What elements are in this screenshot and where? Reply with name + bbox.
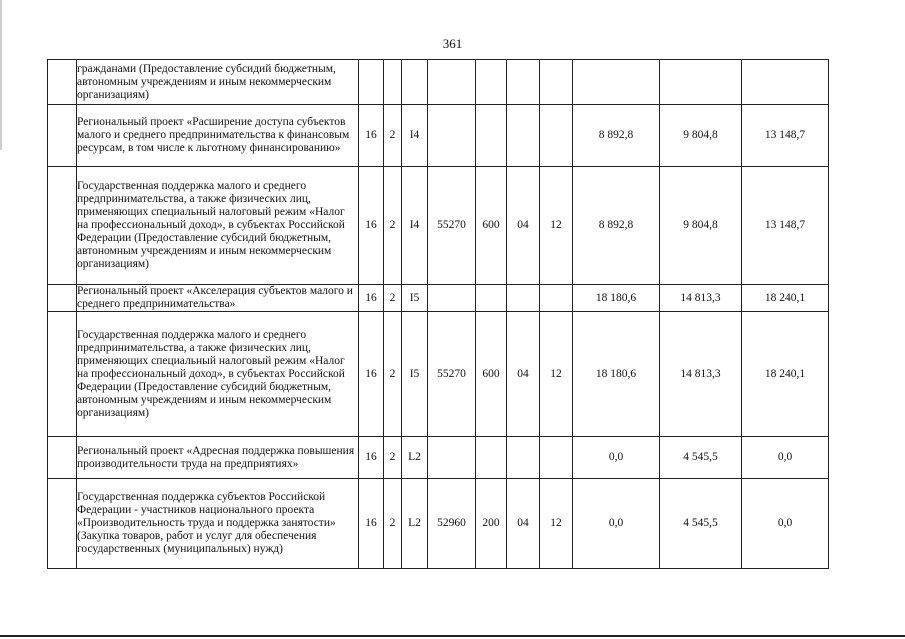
row-cell-v1: 0,0 (573, 479, 660, 569)
row-cell-c1: 16 (359, 285, 384, 312)
row-cell-v1 (573, 60, 660, 105)
row-cell-c2 (384, 60, 402, 105)
row-index-cell (48, 60, 77, 105)
table-row (48, 105, 829, 167)
row-cell-c3: I5 (402, 285, 428, 312)
row-index-cell (48, 167, 77, 285)
row-cell-v2: 9 804,8 (660, 167, 742, 285)
row-cell-c4 (428, 285, 476, 312)
row-cell-c1: 16 (359, 479, 384, 569)
row-cell-v2: 4 545,5 (660, 479, 742, 569)
row-cell-v2: 14 813,3 (660, 285, 742, 312)
row-cell-c6: 04 (507, 479, 540, 569)
row-name: Региональный проект «Адресная поддержка повышения производительности труда на предприятиях» (77, 437, 359, 479)
row-cell-c5 (476, 437, 507, 479)
table-row (48, 437, 829, 479)
row-index-cell (48, 312, 77, 437)
row-cell-v3: 0,0 (742, 479, 829, 569)
row-cell-c7 (540, 437, 573, 479)
row-cell-c7: 12 (540, 312, 573, 437)
row-cell-v3: 18 240,1 (742, 285, 829, 312)
row-cell-v3 (742, 60, 829, 105)
row-cell-c2: 2 (384, 105, 402, 167)
row-cell-c2: 2 (384, 285, 402, 312)
row-cell-c4: 55270 (428, 167, 476, 285)
row-cell-c7 (540, 60, 573, 105)
table-body (48, 60, 829, 569)
row-cell-c4 (428, 60, 476, 105)
row-cell-c3: I5 (402, 312, 428, 437)
table-row (48, 312, 829, 437)
row-cell-c6: 04 (507, 312, 540, 437)
row-cell-c4 (428, 105, 476, 167)
row-cell-v2: 4 545,5 (660, 437, 742, 479)
row-cell-c5 (476, 105, 507, 167)
row-cell-c5: 600 (476, 312, 507, 437)
row-cell-c1: 16 (359, 437, 384, 479)
row-cell-v2: 14 813,3 (660, 312, 742, 437)
row-cell-c3 (402, 60, 428, 105)
row-cell-c1: 16 (359, 167, 384, 285)
row-cell-c5 (476, 60, 507, 105)
table-row (48, 479, 829, 569)
page-number: 361 (442, 36, 463, 51)
row-cell-v2: 9 804,8 (660, 105, 742, 167)
row-cell-c5: 200 (476, 479, 507, 569)
row-cell-v3: 13 148,7 (742, 105, 829, 167)
row-cell-v3: 18 240,1 (742, 312, 829, 437)
row-cell-c5 (476, 285, 507, 312)
row-cell-c1 (359, 60, 384, 105)
row-cell-v1: 8 892,8 (573, 167, 660, 285)
row-cell-c2: 2 (384, 167, 402, 285)
row-name: Региональный проект «Расширение доступа субъектов малого и среднего предпринимательства к финансовым ресурсам, в том числе к льготному финансированию» (77, 105, 359, 167)
table-row (48, 60, 829, 105)
row-cell-c3: L2 (402, 437, 428, 479)
row-index-cell (48, 285, 77, 312)
row-index-cell (48, 479, 77, 569)
row-cell-c3: I4 (402, 105, 428, 167)
row-cell-v1: 18 180,6 (573, 285, 660, 312)
row-cell-c7 (540, 285, 573, 312)
row-cell-c7: 12 (540, 167, 573, 285)
row-name: Государственная поддержка малого и среднего предпринимательства, а также физических лиц, применяющих специальный налоговый режим «Налог на профессиональный доход», в субъектах Российской Федерации (Предоставление субсидий бюджетным, автономным учреждениям и иным некоммерческим организациям) (77, 167, 359, 285)
table-row (48, 167, 829, 285)
row-index-cell (48, 437, 77, 479)
row-cell-c3: L2 (402, 479, 428, 569)
row-cell-c2: 2 (384, 312, 402, 437)
budget-table (47, 59, 829, 569)
row-cell-v1: 18 180,6 (573, 312, 660, 437)
scan-bottom-edge (0, 635, 905, 637)
row-cell-c6 (507, 60, 540, 105)
row-name: гражданами (Предоставление субсидий бюджетным, автономным учреждениям и иным некоммерческим организациям) (77, 60, 359, 105)
table-row (48, 285, 829, 312)
row-cell-v3: 0,0 (742, 437, 829, 479)
row-cell-c4: 55270 (428, 312, 476, 437)
row-cell-v3: 13 148,7 (742, 167, 829, 285)
row-index-cell (48, 105, 77, 167)
row-cell-c4 (428, 437, 476, 479)
row-cell-c1: 16 (359, 105, 384, 167)
row-cell-c2: 2 (384, 479, 402, 569)
row-cell-c4: 52960 (428, 479, 476, 569)
scan-edge (0, 0, 2, 150)
row-cell-v1: 8 892,8 (573, 105, 660, 167)
row-name: Государственная поддержка субъектов Российской Федерации - участников национального проекта «Производительность труда и поддержка занятости» (Закупка товаров, работ и услуг для обеспечения государственных (муниципальных) нужд) (77, 479, 359, 569)
row-name: Региональный проект «Акселерация субъектов малого и среднего предпринимательства» (77, 285, 359, 312)
row-name: Государственная поддержка малого и среднего предпринимательства, а также физических лиц, применяющих специальный налоговый режим «Налог на профессиональный доход», в субъектах Российской Федерации (Предоставление субсидий бюджетным, автономным учреждениям и иным некоммерческим организациям) (77, 312, 359, 437)
row-cell-c6: 04 (507, 167, 540, 285)
row-cell-c6 (507, 285, 540, 312)
row-cell-c7: 12 (540, 479, 573, 569)
row-cell-v1: 0,0 (573, 437, 660, 479)
row-cell-c1: 16 (359, 312, 384, 437)
row-cell-c7 (540, 105, 573, 167)
row-cell-c3: I4 (402, 167, 428, 285)
row-cell-c6 (507, 437, 540, 479)
row-cell-c5: 600 (476, 167, 507, 285)
row-cell-v2 (660, 60, 742, 105)
row-cell-c6 (507, 105, 540, 167)
row-cell-c2: 2 (384, 437, 402, 479)
